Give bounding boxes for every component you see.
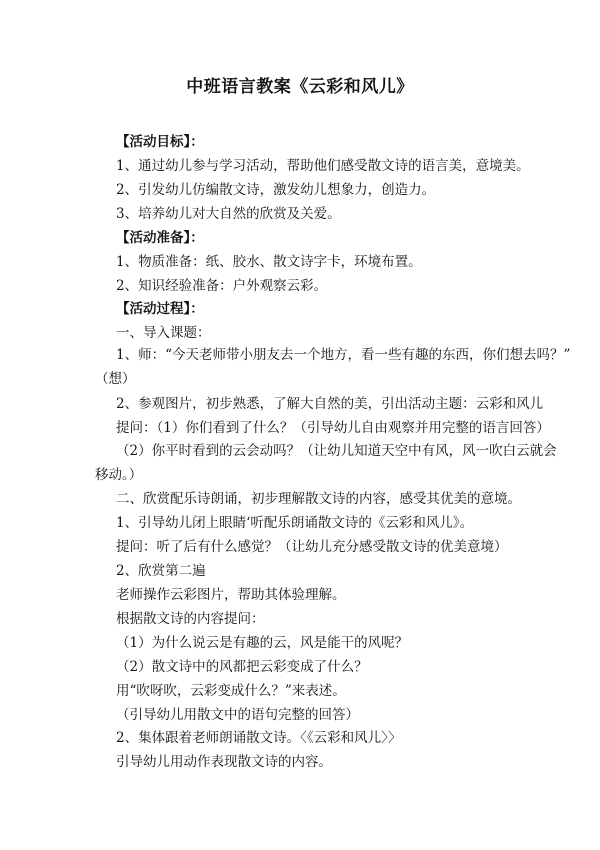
goal-item-1: 1、通过幼儿参与学习活动，帮助他们感受散文诗的语言美，意境美。 bbox=[116, 158, 530, 174]
process-line: 二、欣赏配乐诗朗诵，初步理解散文诗的内容，感受其优美的意境。 bbox=[116, 491, 521, 507]
process-line: （2）散文诗中的风都把云彩变成了什么？ bbox=[116, 659, 368, 675]
process-line: （1）为什么说云是有趣的云，风是能干的风呢？ bbox=[116, 635, 409, 651]
process-line: 一、导入课题： bbox=[116, 325, 211, 341]
process-line: （2）你平时看到的云会动吗？（让幼儿知道天空中有风，风一吹白云就会 bbox=[116, 443, 557, 459]
heading-prep: 【活动准备】： bbox=[116, 230, 204, 246]
process-line: 移动。） bbox=[95, 467, 143, 483]
process-line: 用“吹呀吹，云彩变成什么？”来表述。 bbox=[116, 683, 346, 699]
process-line: 2、集体跟着老师朗诵散文诗。〈《云彩和风儿〉〉 bbox=[116, 730, 402, 746]
goal-item-3: 3、培养幼儿对大自然的欣赏及关爱。 bbox=[116, 206, 341, 222]
process-line: 提问：（1）你们看到了什么？（引导幼儿自由观察并用完整的语言回答） bbox=[116, 420, 550, 436]
heading-process: 【活动过程】： bbox=[116, 301, 204, 317]
process-line: 2、欣赏第二遍 bbox=[116, 563, 206, 579]
process-line: 1、师：“今天老师带小朋友去一个地方，看一些有趣的东西，你们想去吗？” bbox=[116, 347, 571, 363]
process-line: （引导幼儿用散文中的语句完整的回答） bbox=[116, 707, 359, 723]
process-line: 2、参观图片，初步熟悉，了解大自然的美，引出活动主题：云彩和风儿 bbox=[116, 396, 544, 412]
prep-item-1: 1、物质准备：纸、胶水、散文诗字卡，环境布置。 bbox=[116, 254, 422, 270]
process-line: （想） bbox=[95, 371, 136, 387]
goal-item-2: 2、引发幼儿仿编散文诗，激发幼儿想象力，创造力。 bbox=[116, 182, 436, 198]
process-line: 1、引导幼儿闭上眼睛‘听配乐朗诵散文诗的《云彩和风儿》。 bbox=[116, 515, 474, 531]
page-title: 中班语言教案《云彩和风儿》 bbox=[186, 77, 414, 97]
process-line: 引导幼儿用动作表现散文诗的内容。 bbox=[116, 754, 332, 770]
process-line: 老师操作云彩图片，帮助其体验理解。 bbox=[116, 587, 346, 603]
heading-goals: 【活动目标】： bbox=[116, 134, 204, 150]
process-line: 根据散文诗的内容提问： bbox=[116, 611, 265, 627]
prep-item-2: 2、知识经验准备：户外观察云彩。 bbox=[116, 278, 328, 294]
process-line: 提问：听了后有什么感觉？（让幼儿充分感受散文诗的优美意境） bbox=[116, 539, 508, 555]
